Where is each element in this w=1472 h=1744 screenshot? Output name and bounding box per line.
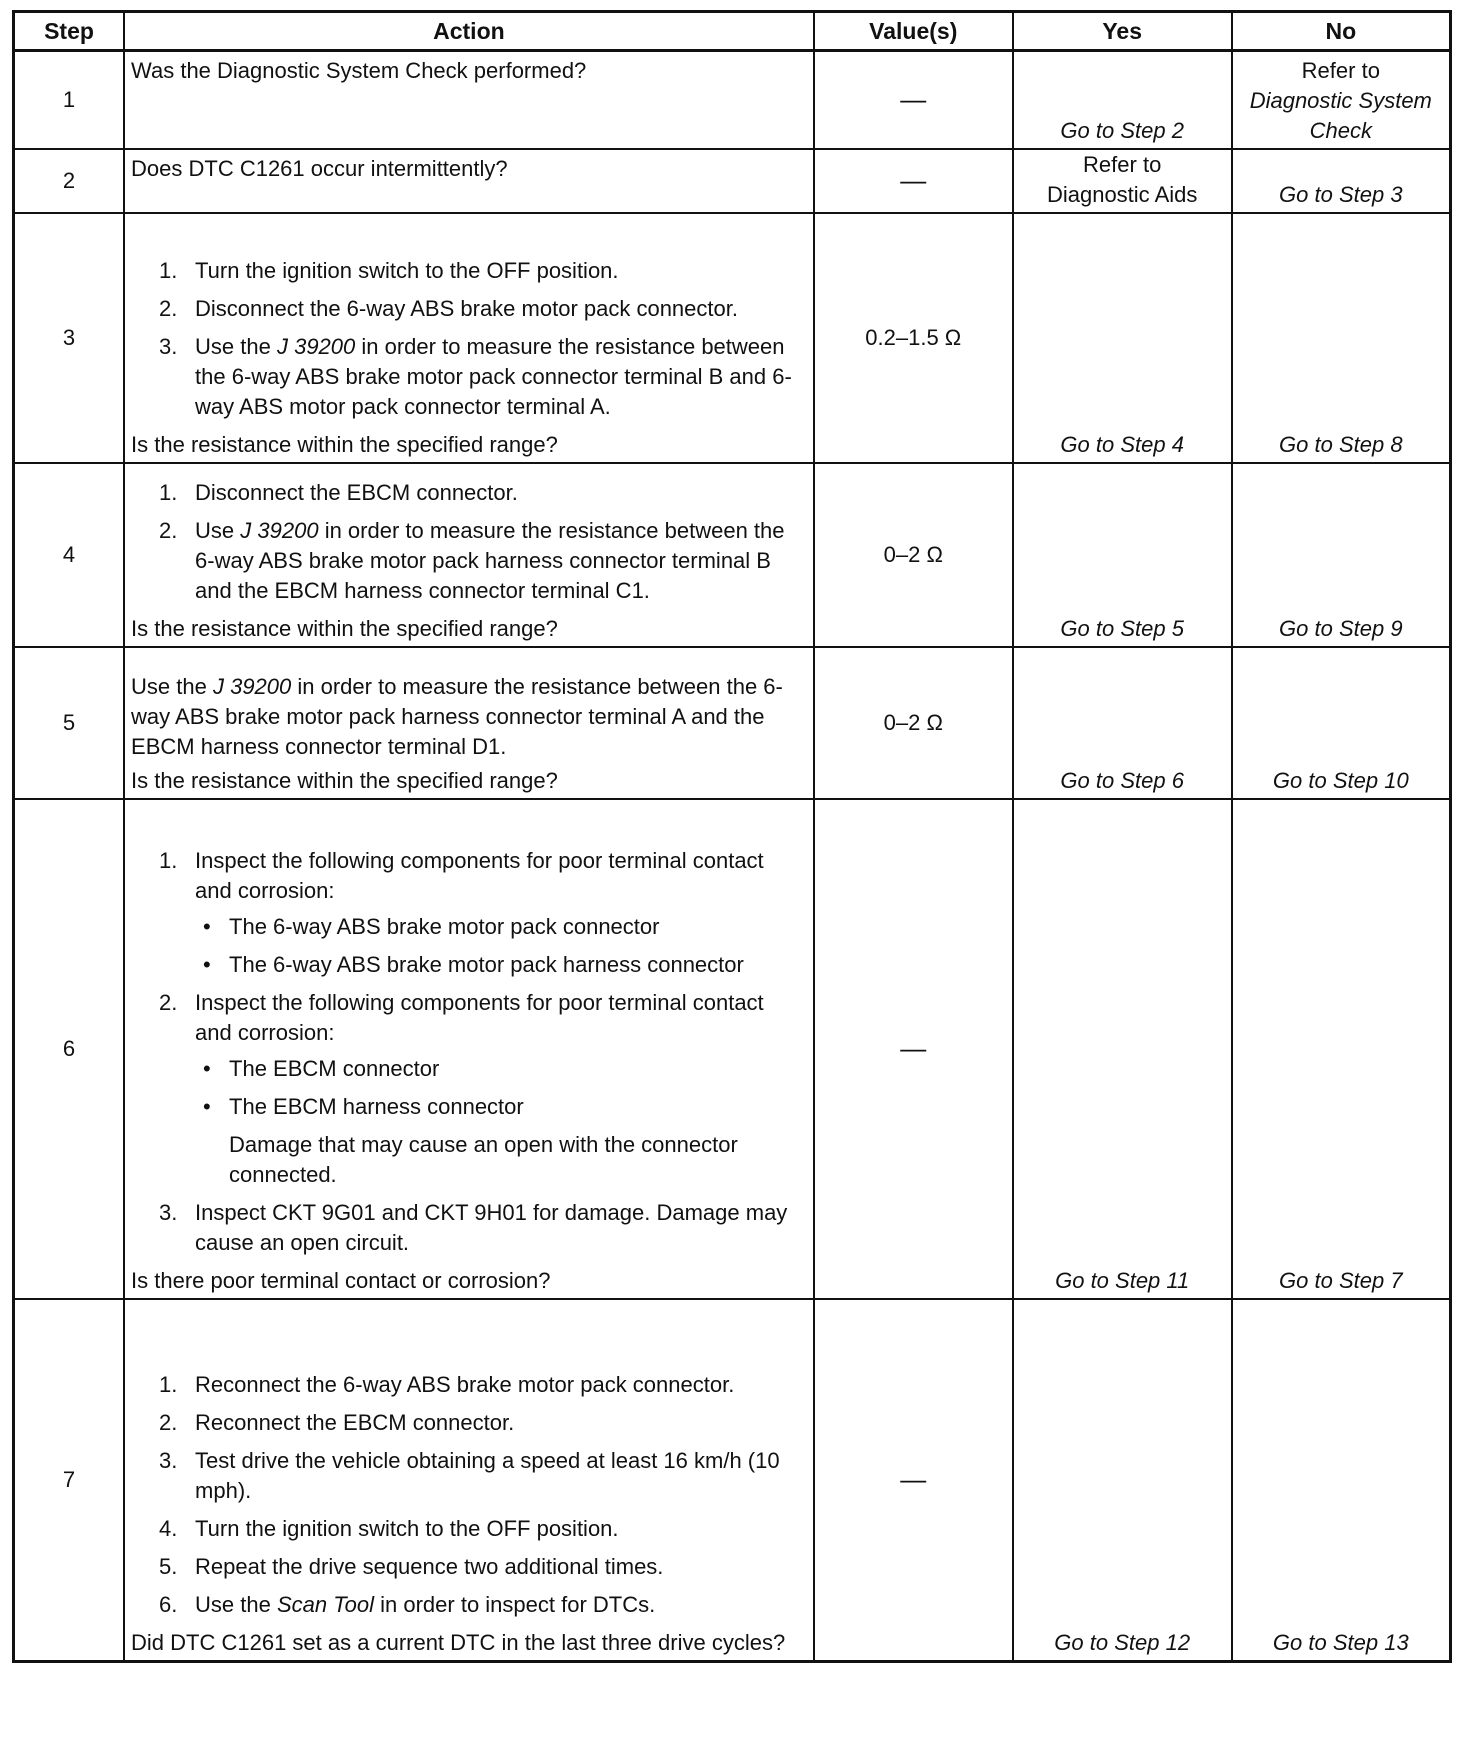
tool-name: Scan Tool [276,1591,375,1617]
value-cell [814,463,1013,647]
value-cell [814,149,1013,213]
action-cell [124,463,814,647]
list-item: 3. Test drive the vehicle obtaining a speed at least 16 km/h (10 mph). [159,1447,780,1503]
table-row-step-3 [14,213,1451,463]
action-cell [124,1299,814,1661]
step-number: 4 [14,463,125,647]
action-cell [124,149,814,213]
bullet-item: • The 6-way ABS brake motor pack harness connector [195,950,805,980]
step-number: 1 [14,51,125,150]
step-number: 3 [14,213,125,463]
table-row-step-2 [14,149,1451,213]
value-text: — [900,1463,927,1494]
goto-link[interactable]: Go to Step 11 [1055,1268,1190,1293]
step-number: 7 [14,1299,125,1661]
list-item: 4. Turn the ignition switch to the OFF position. [159,1515,619,1541]
refer-to-text: Refer to [1301,58,1380,83]
step-number: 6 [14,799,125,1299]
list-item: 2. Disconnect the 6-way ABS brake motor pack connector. [159,296,738,321]
refer-link[interactable]: Diagnostic System Check [1249,88,1432,143]
header-no: No [1232,12,1451,51]
no-cell [1232,463,1451,647]
no-cell [1232,149,1451,213]
action-cell [124,799,814,1299]
table-row-step-7 [14,1299,1451,1661]
action-cell [124,51,814,150]
question-text: Is the resistance within the specified range? [131,432,558,457]
question-text: Is the resistance within the specified range? [131,768,558,793]
table-row-step-4 [14,463,1451,647]
diagnostic-table [12,10,1452,1663]
note-text: Damage that may cause an open with the connector connected. [229,1132,738,1187]
value-text: 0.2–1.5 Ω [865,325,962,350]
goto-link[interactable]: Go to Step 3 [1279,182,1403,207]
header-row [14,12,1451,51]
goto-link[interactable]: Go to Step 12 [1054,1629,1191,1655]
value-cell [814,51,1013,150]
list-item: 2. Reconnect the EBCM connector. [159,1409,515,1435]
goto-link[interactable]: Go to Step 13 [1272,1629,1409,1655]
goto-link[interactable]: Go to Step 7 [1279,1268,1403,1293]
value-cell [814,1299,1013,1661]
list-item: 3. Use the J 39200 in order to measure the resistance between the 6-way ABS brake motor pack connector terminal B and 6-way ABS motor pack connector terminal A. [159,334,792,419]
header-action: Action [124,12,814,51]
refer-link[interactable]: Refer to Diagnostic Aids [1046,152,1198,207]
goto-link[interactable]: Go to Step 5 [1060,616,1184,641]
bullet-item: • The EBCM connector [195,1054,805,1084]
list-item: 2. Inspect the following components for poor terminal contact and corrosion: • The EBCM connector • The EBCM harness connector Damage that may cause an open with the connector connected. [131,988,805,1190]
value-text: — [900,165,927,195]
value-cell [814,213,1013,463]
list-item: 5. Repeat the drive sequence two additional times. [159,1553,664,1579]
bullet-item: • The 6-way ABS brake motor pack connector [195,912,805,942]
value-text: — [900,1033,927,1063]
header-step: Step [14,12,125,51]
list-item: 1. Reconnect the 6-way ABS brake motor pack connector. [159,1371,735,1397]
action-cell [124,647,814,799]
tool-name: J 39200 [276,334,356,359]
yes-cell [1013,463,1232,647]
yes-cell [1013,799,1232,1299]
question-text: Is the resistance within the specified range? [131,616,558,641]
list-item: 1. Turn the ignition switch to the OFF position. [159,258,619,283]
list-item: 2. Use J 39200 in order to measure the resistance between the 6-way ABS brake motor pack harness connector terminal B and the EBCM harness connector terminal C1. [159,518,785,603]
header-values: Value(s) [814,12,1013,51]
yes-cell [1013,213,1232,463]
goto-link[interactable]: Go to Step 10 [1272,768,1409,793]
yes-cell [1013,149,1232,213]
value-cell [814,799,1013,1299]
tool-name: J 39200 [240,518,319,543]
value-text: 0–2 Ω [883,710,943,735]
no-cell [1232,213,1451,463]
yes-cell [1013,51,1232,150]
question-text: Does DTC C1261 occur intermittently? [131,156,508,181]
list-item: 3. Inspect CKT 9G01 and CKT 9H01 for damage. Damage may cause an open circuit. [159,1200,788,1255]
goto-link[interactable]: Go to Step 4 [1060,432,1184,457]
list-item: 1. Inspect the following components for poor terminal contact and corrosion: • The 6-way ABS brake motor pack connector • The 6-way ABS brake motor pack harness connector [131,846,805,980]
step-number: 5 [14,647,125,799]
bullet-item: • The EBCM harness connector [195,1092,805,1122]
table-row-step-5 [14,647,1451,799]
no-cell [1232,647,1451,799]
value-text: 0–2 Ω [883,542,943,567]
value-text: — [900,84,927,114]
table-row-step-1 [14,51,1451,150]
question-text: Did DTC C1261 set as a current DTC in the last three drive cycles? [131,1629,786,1655]
question-text: Is there poor terminal contact or corrosion? [131,1268,551,1293]
table-row-step-6 [14,799,1451,1299]
value-cell [814,647,1013,799]
goto-link[interactable]: Go to Step 8 [1279,432,1403,457]
yes-cell [1013,647,1232,799]
goto-link[interactable]: Go to Step 6 [1060,768,1184,793]
question-text: Was the Diagnostic System Check performed? [131,58,587,83]
goto-link[interactable]: Go to Step 2 [1060,118,1184,143]
tool-name: J 39200 [212,674,292,699]
yes-cell [1013,1299,1232,1661]
step-number: 2 [14,149,125,213]
header-yes: Yes [1013,12,1232,51]
goto-link[interactable]: Go to Step 9 [1279,616,1403,641]
list-item: 6. Use the Scan Tool in order to inspect for DTCs. [159,1591,656,1617]
no-cell [1232,51,1451,150]
instruction-text: Use the J 39200 in order to measure the resistance between the 6-way ABS brake motor pack harness connector terminal A and the EBCM harness connector terminal D1. [131,674,783,759]
no-cell [1232,799,1451,1299]
list-item: 1. Disconnect the EBCM connector. [159,480,518,505]
action-cell [124,213,814,463]
no-cell [1232,1299,1451,1661]
